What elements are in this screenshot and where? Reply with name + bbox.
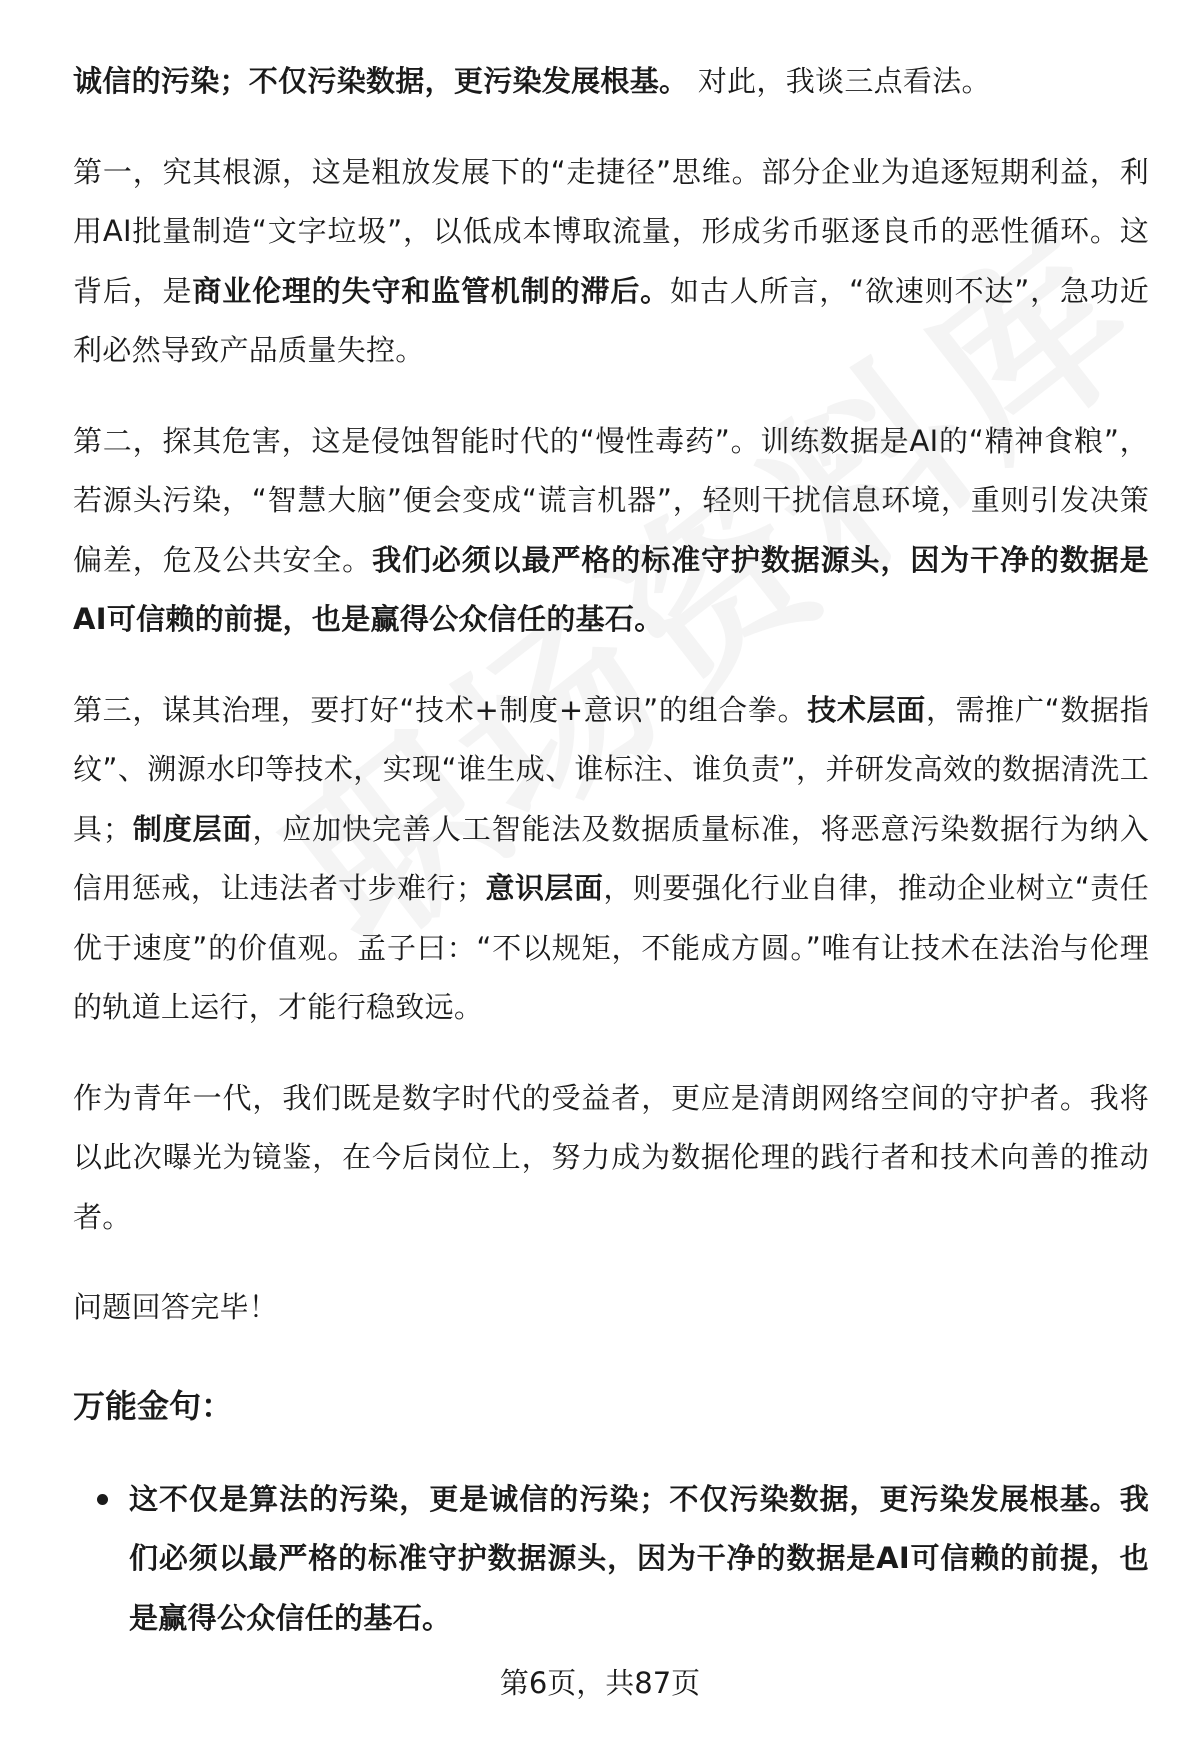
paragraph-point-three <box>73 681 1149 1038</box>
text: ，需推广“数据指纹”、溯源水印等技术，实现“谁生成、谁标注、谁负责”，并研发高效的数据清洗工具； <box>73 692 1149 846</box>
document-body <box>73 52 1149 1648</box>
golden-quotes-list <box>73 1470 1149 1649</box>
bold-text: 意识层面 <box>485 871 604 905</box>
bold-text: 诚信的污染；不仅污染数据，更污染发展根基。 <box>73 64 689 98</box>
text: ，应加快完善人工智能法及数据质量标准，将恶意污染数据行为纳入信用惩戒，让违法者寸步难行； <box>73 811 1149 905</box>
paragraph-answer-complete <box>73 1278 1149 1338</box>
golden-quotes-heading: 万能金句： <box>73 1386 234 1425</box>
bullet-icon <box>97 1494 108 1505</box>
list-item <box>73 1470 1149 1649</box>
text: ，则要强化行业自律，推动企业树立“责任优于速度”的价值观。孟子曰：“不以规矩，不能成方圆。”唯有让技术在法治与伦理的轨道上运行，才能行稳致远。 <box>73 871 1149 1024</box>
paragraph-intro-end <box>73 52 1149 112</box>
text: 对此，我谈三点看法。 <box>688 64 991 98</box>
bold-text: 我们必须以最严格的标准守护数据源头，因为干净的数据是AI可信赖的前提，也是赢得公众信任的基石。 <box>73 542 1149 636</box>
bold-text: 技术层面 <box>807 692 926 727</box>
text: 问题回答完毕！ <box>73 1290 279 1324</box>
paragraph-conclusion <box>73 1069 1149 1248</box>
text: 第二，探其危害，这是侵蚀智能时代的“慢性毒药”。训练数据是AI的“精神食粮”，若源头污染，“智慧大脑”便会变成“谎言机器”，轻则干扰信息环境，重则引发决策偏差，危及公共安全。 <box>73 423 1149 577</box>
text: 如古人所言，“欲速则不达”，急功近利必然导致产品质量失控。 <box>73 273 1149 367</box>
bold-text: 制度层面 <box>132 811 253 846</box>
page-number: 第6页，共87页 <box>499 1666 701 1700</box>
quote-text: 这不仅是算法的污染，更是诚信的污染；不仅污染数据，更污染发展根基。我们必须以最严格的标准守护数据源头，因为干净的数据是AI可信赖的前提，也是赢得公众信任的基石。 <box>129 1481 1149 1635</box>
text: 作为青年一代，我们既是数字时代的受益者，更应是清朗网络空间的守护者。我将以此次曝光为镜鉴，在今后岗位上，努力成为数据伦理的践行者和技术向善的推动者。 <box>73 1080 1149 1234</box>
bold-text: 商业伦理的失守和监管机制的滞后。 <box>192 273 671 308</box>
text: 第一，究其根源，这是粗放发展下的“走捷径”思维。部分企业为追逐短期利益，利用AI批量制造“文字垃圾”，以低成本博取流量，形成劣币驱逐良币的恶性循环。这背后，是 <box>73 154 1149 308</box>
text: 第三，谋其治理，要打好“技术+制度+意识”的组合拳。 <box>73 692 808 727</box>
paragraph-point-one <box>73 143 1149 381</box>
paragraph-point-two <box>73 412 1149 650</box>
